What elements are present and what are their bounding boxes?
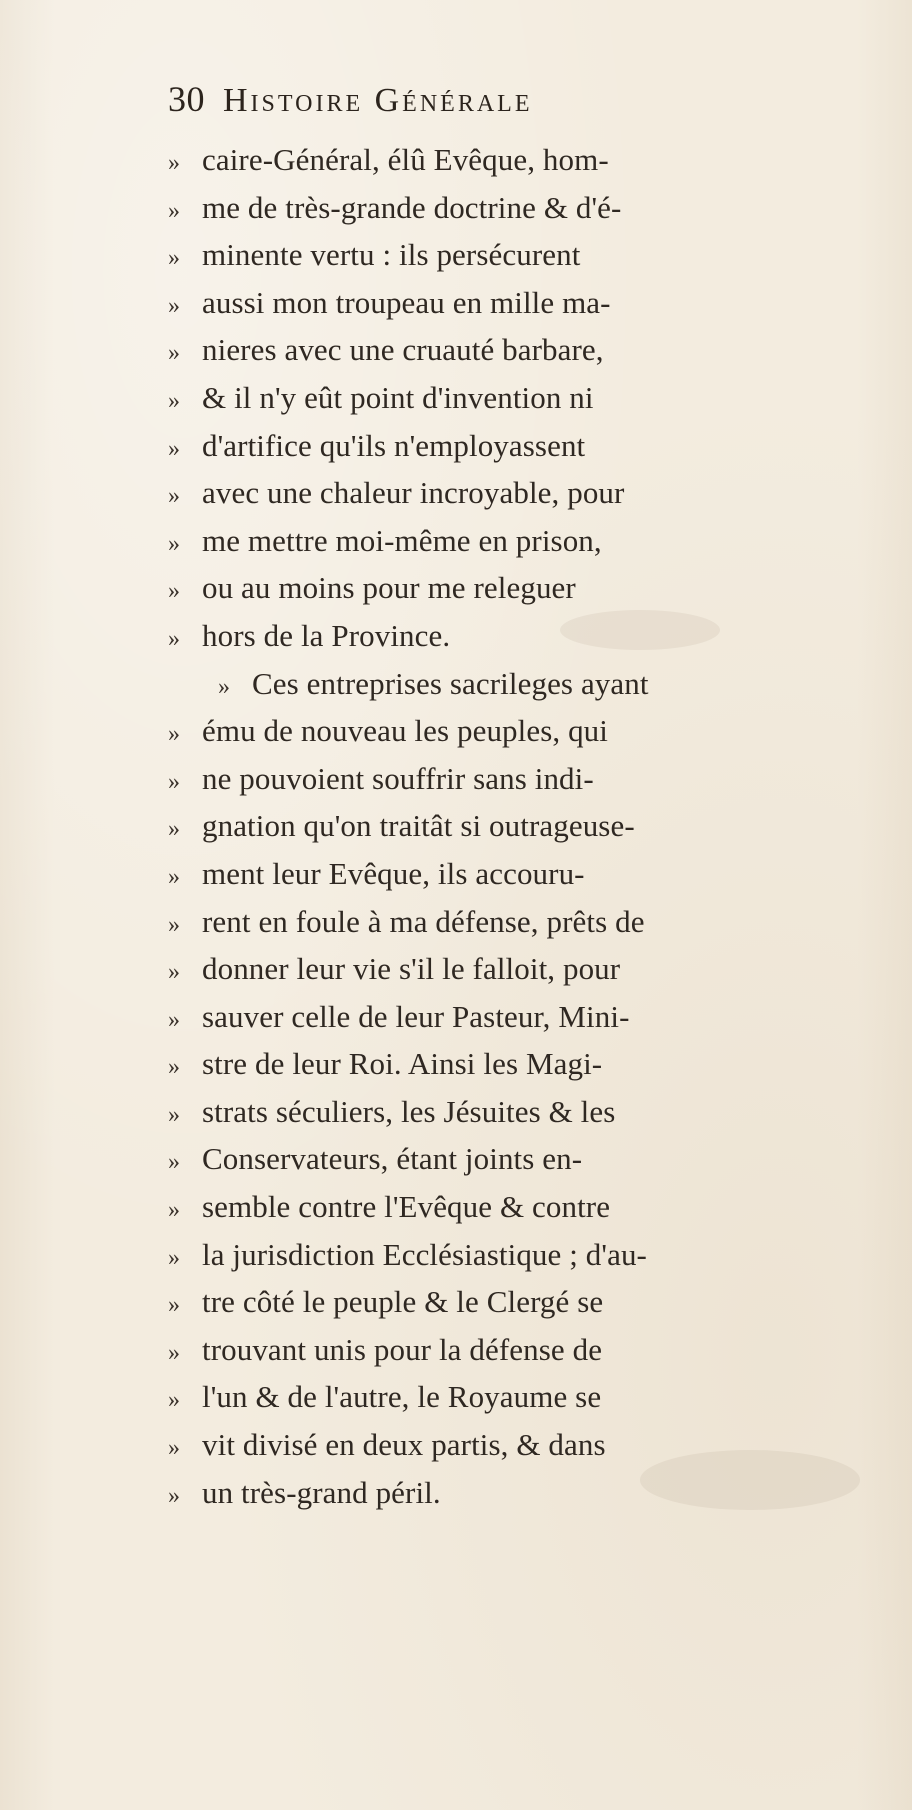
line-text: gnation qu'on traitât si outrageuse- — [202, 808, 635, 844]
text-line — [168, 326, 858, 374]
body-text — [168, 136, 858, 1516]
quote-mark: » — [168, 816, 181, 843]
line-text: d'artifice qu'ils n'employassent — [202, 427, 586, 463]
quote-mark: » — [168, 1197, 181, 1224]
text-line — [168, 1469, 858, 1517]
running-title: Histoire Générale — [223, 82, 533, 119]
line-text: vit divisé en deux partis, & dans — [202, 1427, 606, 1463]
text-line — [168, 945, 858, 993]
quote-mark: » — [168, 1435, 181, 1462]
text-line — [168, 1373, 858, 1421]
quote-mark: » — [168, 197, 181, 224]
text-line — [168, 802, 858, 850]
quote-mark: » — [168, 1387, 181, 1414]
line-text: me de très-grande doctrine & d'é- — [202, 189, 622, 225]
text-line — [168, 1231, 858, 1279]
quote-mark: » — [168, 483, 181, 510]
text-line — [168, 136, 858, 184]
text-line — [168, 1326, 858, 1374]
text-line — [168, 898, 858, 946]
text-line — [168, 279, 858, 327]
quote-mark: » — [168, 435, 181, 462]
text-line — [168, 993, 858, 1041]
quote-mark: » — [168, 340, 181, 367]
line-text: avec une chaleur incroyable, pour — [202, 475, 625, 511]
line-text: & il n'y eût point d'invention ni — [202, 379, 594, 415]
quote-mark: » — [168, 959, 181, 986]
quote-mark: » — [168, 1292, 181, 1319]
page-number: 30 — [168, 79, 205, 119]
line-text: un très-grand péril. — [202, 1474, 441, 1510]
quote-mark: » — [168, 911, 181, 938]
quote-mark: » — [168, 245, 181, 272]
text-line — [168, 1040, 858, 1088]
quote-mark: » — [168, 1339, 181, 1366]
line-text: sauver celle de leur Pasteur, Mini- — [202, 998, 630, 1034]
quote-mark: » — [168, 1482, 181, 1509]
line-text: ne pouvoient souffrir sans indi- — [202, 760, 594, 796]
line-text: tre côté le peuple & le Clergé se — [202, 1284, 604, 1320]
quote-mark: » — [168, 1006, 181, 1033]
text-line — [168, 469, 858, 517]
quote-mark: » — [168, 625, 181, 652]
quote-mark: » — [168, 1244, 181, 1271]
line-text: strats séculiers, les Jésuites & les — [202, 1093, 616, 1129]
text-line — [168, 374, 858, 422]
line-text: ou au moins pour me releguer — [202, 570, 576, 606]
line-text: me mettre moi-même en prison, — [202, 522, 602, 558]
quote-mark: » — [168, 863, 181, 890]
line-text: stre de leur Roi. Ainsi les Magi- — [202, 1046, 603, 1082]
text-line — [168, 184, 858, 232]
quote-mark: » — [168, 387, 181, 414]
text-line — [168, 1088, 858, 1136]
line-text: trouvant unis pour la défense de — [202, 1331, 603, 1367]
text-line — [168, 1183, 858, 1231]
text-line — [168, 755, 858, 803]
line-text: Conservateurs, étant joints en- — [202, 1141, 583, 1177]
line-text: caire-Général, élû Evêque, hom- — [202, 142, 609, 177]
quote-mark: » — [168, 768, 181, 795]
line-text: Ces entreprises sacrileges ayant — [252, 665, 649, 701]
text-line — [168, 1278, 858, 1326]
quote-mark: » — [168, 1054, 181, 1081]
quote-mark: » — [218, 673, 231, 700]
line-text: minente vertu : ils persécurent — [202, 237, 581, 273]
line-text: ému de nouveau les peuples, qui — [202, 713, 608, 749]
quote-mark: » — [168, 1149, 181, 1176]
line-text: hors de la Province. — [202, 617, 451, 653]
text-line — [168, 231, 858, 279]
line-text: ment leur Evêque, ils accouru- — [202, 855, 585, 891]
quote-mark: » — [168, 530, 181, 557]
text-line — [168, 612, 858, 660]
quote-mark: » — [168, 578, 181, 605]
line-text: aussi mon troupeau en mille ma- — [202, 284, 611, 320]
text-line — [168, 564, 858, 612]
line-text: rent en foule à ma défense, prêts de — [202, 903, 645, 939]
quote-mark: » — [168, 292, 181, 319]
line-text: l'un & de l'autre, le Royaume se — [202, 1379, 602, 1415]
quote-mark: » — [168, 150, 181, 176]
text-line — [168, 1421, 858, 1469]
text-line — [168, 422, 858, 470]
paragraph-start-line — [168, 660, 858, 708]
running-header — [168, 78, 778, 126]
line-text: donner leur vie s'il le falloit, pour — [202, 951, 621, 987]
text-line — [168, 517, 858, 565]
text-line — [168, 707, 858, 755]
quote-mark: » — [168, 1101, 181, 1128]
line-text: nieres avec une cruauté barbare, — [202, 332, 604, 368]
text-line — [168, 850, 858, 898]
quote-mark: » — [168, 721, 181, 748]
line-text: semble contre l'Evêque & contre — [202, 1189, 611, 1225]
text-line — [168, 1135, 858, 1183]
line-text: la jurisdiction Ecclésiastique ; d'au- — [202, 1236, 647, 1272]
